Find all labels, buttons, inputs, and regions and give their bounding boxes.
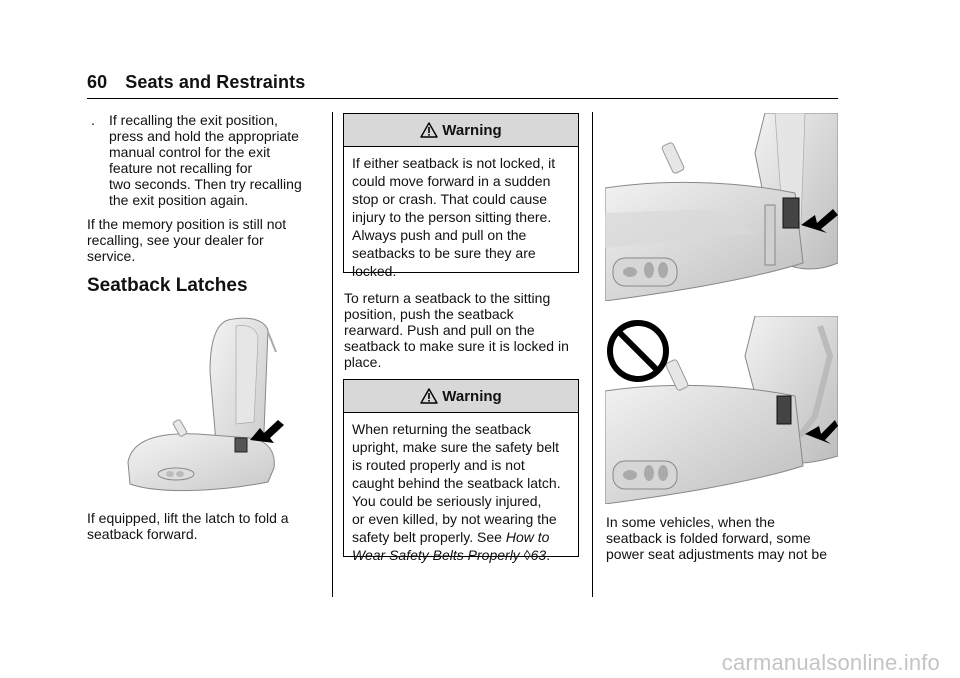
text-line xyxy=(352,528,570,546)
warning-triangle-icon xyxy=(420,122,438,138)
bullet-text xyxy=(109,112,302,208)
text-line: upright, make sure the safety belt xyxy=(352,439,559,455)
header-rule xyxy=(87,98,838,99)
cross-reference-link[interactable]: How to xyxy=(505,529,550,545)
warning-title: Warning xyxy=(442,387,502,405)
text-line: is routed properly and is not xyxy=(352,457,525,473)
warning-box-2 xyxy=(343,379,579,563)
section-title: Seats and Restraints xyxy=(125,72,306,92)
watermark: carmanualsonline.info xyxy=(721,650,940,675)
column-divider-1 xyxy=(332,112,333,597)
text-line: You could be seriously injured, xyxy=(352,493,542,509)
column-1-caption xyxy=(87,510,322,542)
text-line: or even killed, by not wearing the xyxy=(352,511,557,527)
warning-body xyxy=(344,147,578,280)
text-line: If recalling the exit position, xyxy=(109,112,278,128)
text-line: locked. xyxy=(352,263,397,279)
text-line: feature not recalling for xyxy=(109,160,253,176)
page-number: 60 xyxy=(87,72,108,92)
text-line: the exit position again. xyxy=(109,192,249,208)
text-line: position, push the seatback xyxy=(344,306,514,322)
cross-reference-link[interactable]: Wear Safety Belts Properly xyxy=(352,547,520,563)
text-line: manual control for the exit xyxy=(109,144,271,160)
text-fragment: . xyxy=(546,547,551,563)
seat-latch-figure xyxy=(118,312,290,497)
text-line: If the memory position is still not xyxy=(87,216,287,232)
text-line: If equipped, lift the latch to fold a xyxy=(87,510,289,526)
warning-header xyxy=(344,114,578,147)
text-line: seatback to make sure it is locked in xyxy=(344,338,569,354)
text-line: stop or crash. That could cause xyxy=(352,191,548,207)
page-ref-number[interactable]: 63 xyxy=(530,547,547,563)
text-line: injury to the person sitting there. xyxy=(352,209,552,225)
warning-triangle-icon xyxy=(420,388,438,404)
warning-header xyxy=(344,380,578,413)
section-heading: Seatback Latches xyxy=(87,275,248,296)
text-line: seatback forward. xyxy=(87,526,198,542)
bullet-item xyxy=(87,112,322,208)
page-ref-symbol: ◊ xyxy=(523,547,531,563)
warning-box-1 xyxy=(343,113,579,279)
text-line: place. xyxy=(344,354,382,370)
paragraph xyxy=(87,216,322,264)
text-line: If either seatback is not locked, it xyxy=(352,155,556,171)
text-line: recalling, see your dealer for xyxy=(87,232,264,248)
text-fragment: safety belt properly. See xyxy=(352,529,506,545)
text-line: seatbacks to be sure they are xyxy=(352,245,536,261)
text-line: two seconds. Then try recalling xyxy=(109,176,302,192)
column-1 xyxy=(87,112,322,294)
return-seatback-paragraph xyxy=(344,290,584,370)
column-3-paragraph xyxy=(606,514,838,562)
text-line: press and hold the appropriate xyxy=(109,128,299,144)
text-line xyxy=(352,546,570,564)
seat-belt-caught-figure xyxy=(605,316,838,504)
text-line: rearward. Push and pull on the xyxy=(344,322,535,338)
text-line: service. xyxy=(87,248,136,264)
text-line: power seat adjustments may not be xyxy=(606,546,828,562)
column-divider-2 xyxy=(592,112,593,597)
text-line: seatback is folded forward, some xyxy=(606,530,811,546)
text-line: When returning the seatback xyxy=(352,421,531,437)
text-line: To return a seatback to the sitting xyxy=(344,290,551,306)
seat-locked-figure xyxy=(605,113,838,301)
bullet-marker: . xyxy=(91,112,95,128)
page-header xyxy=(87,72,305,93)
text-line: In some vehicles, when the xyxy=(606,514,775,530)
warning-title: Warning xyxy=(442,121,502,139)
text-line: could move forward in a sudden xyxy=(352,173,551,189)
text-line: caught behind the seatback latch. xyxy=(352,475,561,491)
warning-body xyxy=(344,413,578,564)
text-line: Always push and pull on the xyxy=(352,227,527,243)
